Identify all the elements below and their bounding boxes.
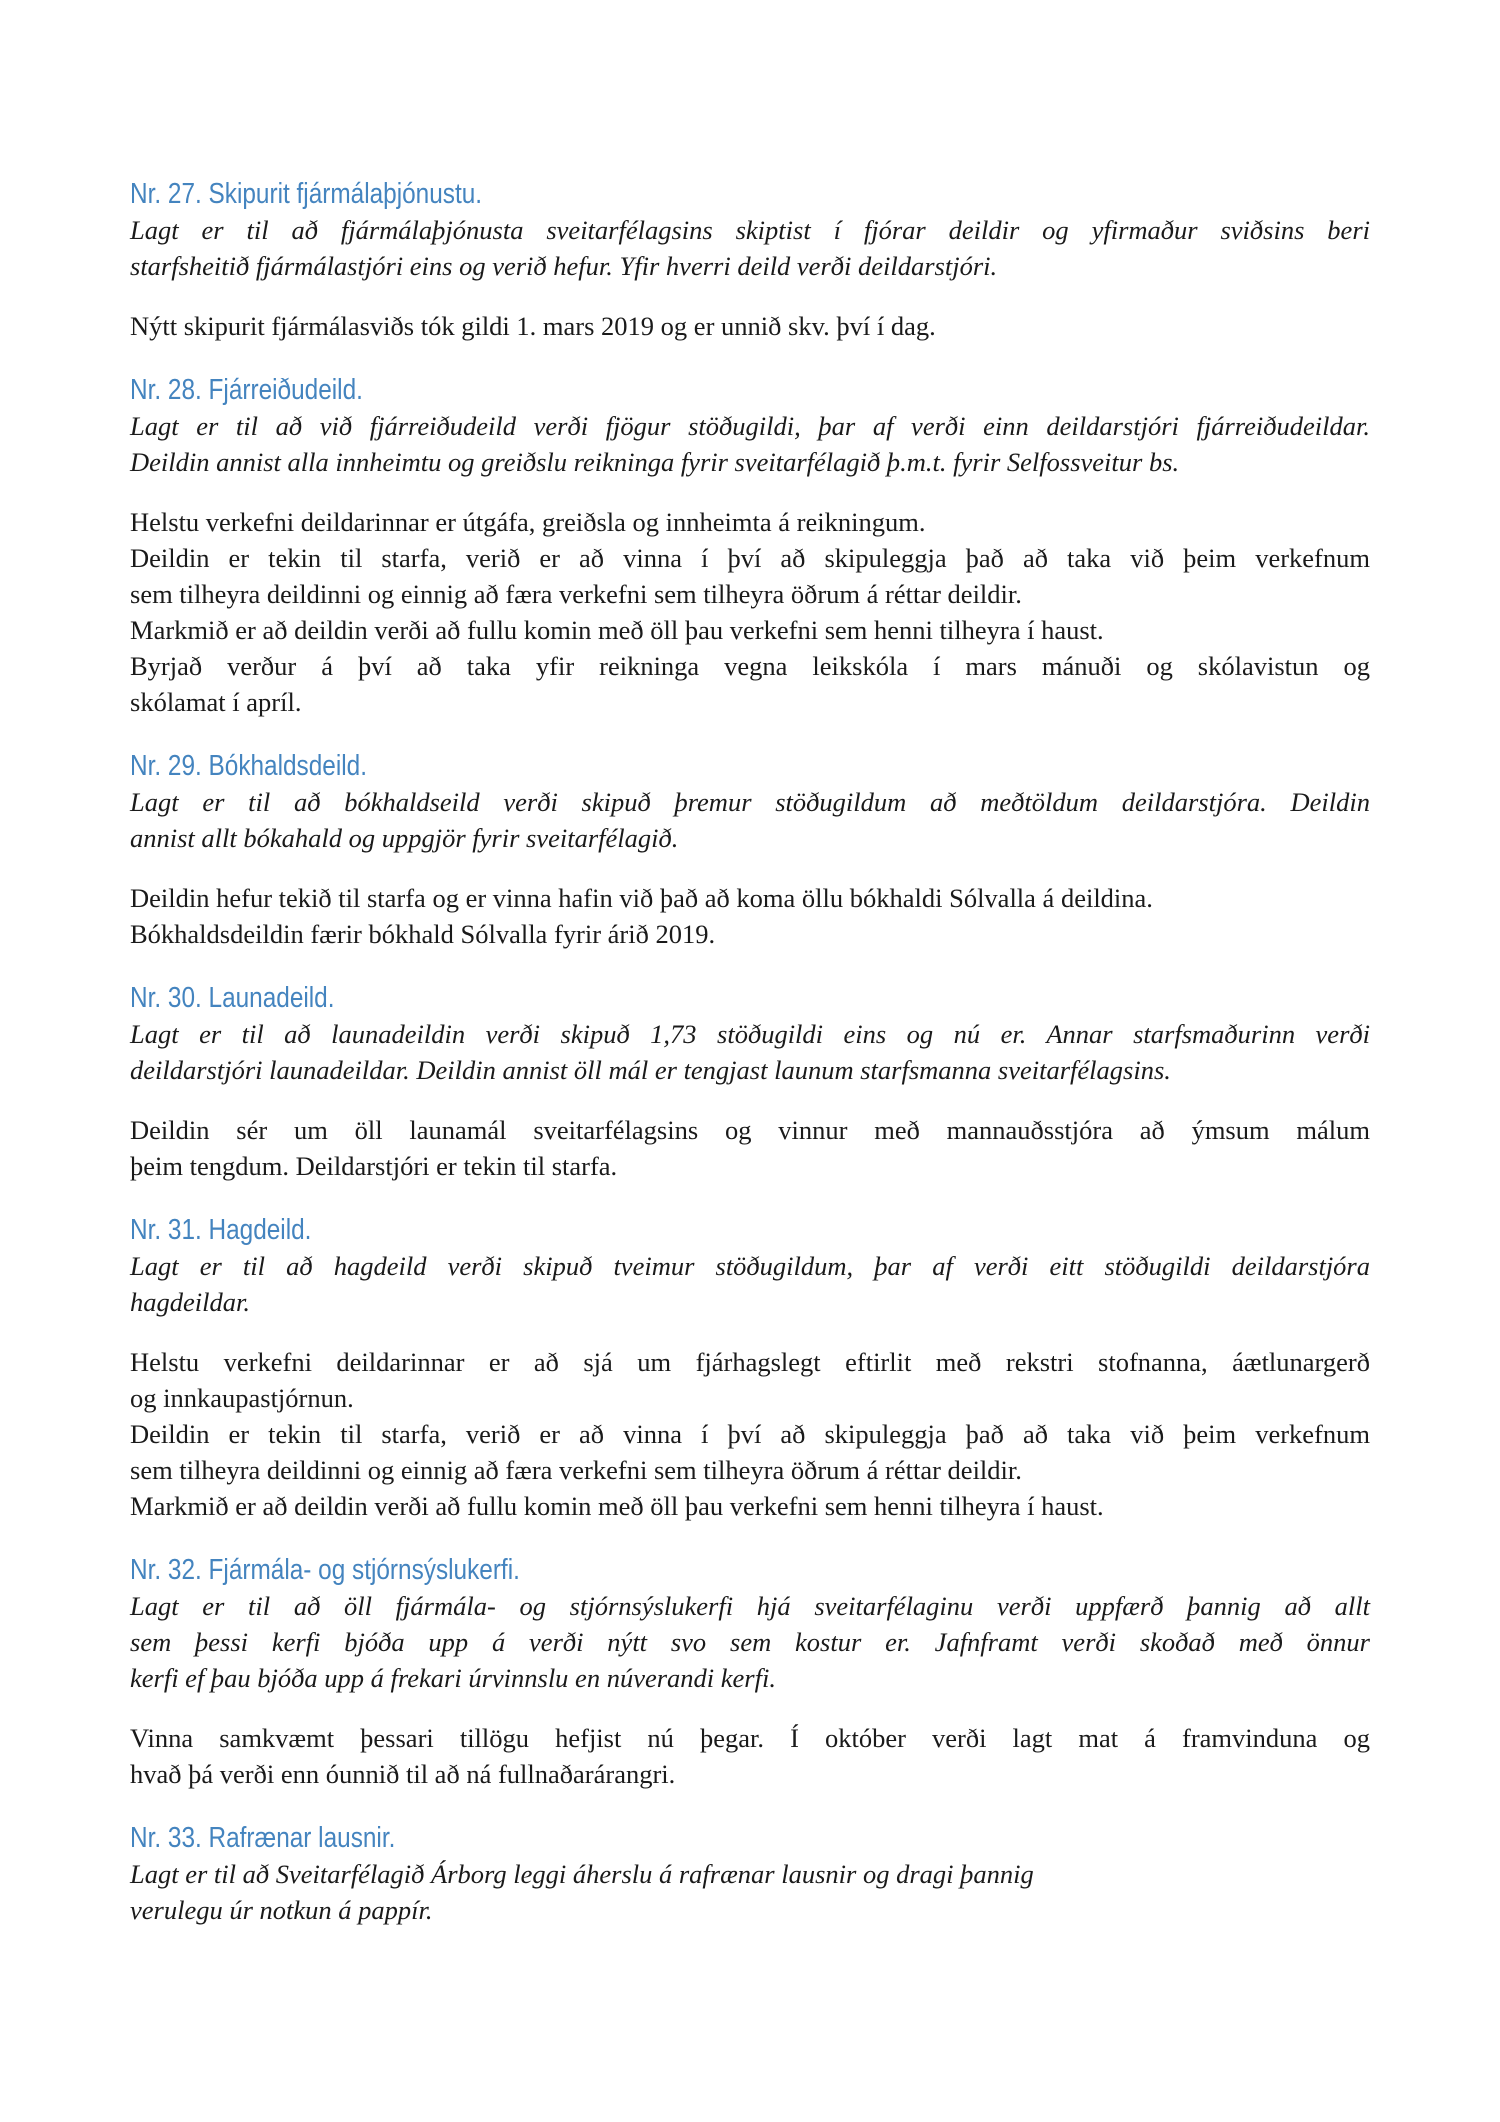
section-lead [130,212,1370,284]
paragraph-line: skólamat í apríl. [130,687,302,717]
section-heading-text: Nr. 27. Skipurit fjármálaþjónustu. [130,178,483,210]
lead-line: starfsheitið fjármálastjóri eins og verið hefur. Yfir hverri deild verði deildarstjóri. [130,251,998,281]
section-heading-text: Nr. 29. Bókhaldsdeild. [130,750,367,782]
paragraph-line: Bókhaldsdeildin færir bókhald Sólvalla fyrir árið 2019. [130,919,716,949]
document-section [130,1552,1370,1792]
section-lead [130,1016,1370,1088]
section-heading-text: Nr. 30. Launadeild. [130,982,335,1014]
lead-line: annist allt bókahald og uppgjör fyrir sveitarfélagið. [130,823,679,853]
document-section [130,1820,1370,1928]
section-heading [130,1212,1370,1248]
section-heading [130,176,1370,212]
paragraph-line: Deildin er tekin til starfa, verið er að vinna í því að skipuleggja það að taka við þeim verkefnum [130,543,1370,573]
lead-line: Deildin annist alla innheimtu og greiðslu reikninga fyrir sveitarfélagið þ.m.t. fyrir Selfossveitur bs. [130,447,1180,477]
lead-line: kerfi ef þau bjóða upp á frekari úrvinnslu en núverandi kerfi. [130,1663,776,1693]
paragraph-line: Deildin hefur tekið til starfa og er vinna hafin við það að koma öllu bókhaldi Sólvalla á deildina. [130,883,1153,913]
section-heading [130,748,1370,784]
lead-line: sem þessi kerfi bjóða upp á verði nýtt svo sem kostur er. Jafnframt verði skoðað með önnur [130,1627,1370,1657]
section-lead [130,1588,1370,1696]
body-paragraph [130,308,1370,344]
lead-line: hagdeildar. [130,1287,250,1317]
section-heading-text: Nr. 31. Hagdeild. [130,1214,312,1246]
lead-line: Lagt er til að Sveitarfélagið Árborg leggi áherslu á rafrænar lausnir og dragi þannig [130,1859,1034,1889]
section-lead [130,784,1370,856]
section-heading-text: Nr. 33. Rafrænar lausnir. [130,1822,396,1854]
lead-line: Lagt er til að hagdeild verði skipuð tveimur stöðugildum, þar af verði eitt stöðugildi deildarstjóra [130,1251,1370,1281]
section-heading [130,1552,1370,1588]
body-paragraph [130,880,1370,952]
paragraph-line: Helstu verkefni deildarinnar er útgáfa, greiðsla og innheimta á reikningum. [130,507,926,537]
lead-line: verulegu úr notkun á pappír. [130,1895,433,1925]
lead-line: Lagt er til að bókhaldseild verði skipuð þremur stöðugildum að meðtöldum deildarstjóra. Deildin [130,787,1370,817]
paragraph-line: Deildin er tekin til starfa, verið er að vinna í því að skipuleggja það að taka við þeim verkefnum [130,1419,1370,1449]
document-section [130,1212,1370,1524]
document-section [130,748,1370,952]
body-paragraph [130,1344,1370,1524]
body-paragraph [130,504,1370,720]
section-heading [130,372,1370,408]
section-heading [130,980,1370,1016]
paragraph-line: Vinna samkvæmt þessari tillögu hefjist nú þegar. Í október verði lagt mat á framvinduna og [130,1723,1370,1753]
section-lead [130,1856,1370,1928]
body-paragraph [130,1720,1370,1792]
document-section [130,980,1370,1184]
document-section [130,176,1370,344]
paragraph-line: Nýtt skipurit fjármálasviðs tók gildi 1. mars 2019 og er unnið skv. því í dag. [130,311,936,341]
paragraph-line: sem tilheyra deildinni og einnig að færa verkefni sem tilheyra öðrum á réttar deildir. [130,1455,1022,1485]
paragraph-line: Markmið er að deildin verði að fullu komin með öll þau verkefni sem henni tilheyra í haust. [130,615,1104,645]
section-lead [130,1248,1370,1320]
paragraph-line: og innkaupastjórnun. [130,1383,354,1413]
lead-line: Lagt er til að við fjárreiðudeild verði fjögur stöðugildi, þar af verði einn deildarstjóri fjárreiðudeildar. [130,411,1370,441]
lead-line: Lagt er til að öll fjármála- og stjórnsýslukerfi hjá sveitarfélaginu verði uppfærð þannig að allt [130,1591,1370,1621]
lead-line: Lagt er til að launadeildin verði skipuð 1,73 stöðugildi eins og nú er. Annar starfsmaðurinn verði [130,1019,1370,1049]
paragraph-line: Deildin sér um öll launamál sveitarfélagsins og vinnur með mannauðsstjóra að ýmsum málum [130,1115,1370,1145]
section-heading [130,1820,1370,1856]
paragraph-line: sem tilheyra deildinni og einnig að færa verkefni sem tilheyra öðrum á réttar deildir. [130,579,1022,609]
section-heading-text: Nr. 28. Fjárreiðudeild. [130,374,363,406]
paragraph-line: Byrjað verður á því að taka yfir reikninga vegna leikskóla í mars mánuði og skólavistun og [130,651,1370,681]
paragraph-line: Markmið er að deildin verði að fullu komin með öll þau verkefni sem henni tilheyra í haust. [130,1491,1104,1521]
paragraph-line: Helstu verkefni deildarinnar er að sjá um fjárhagslegt eftirlit með rekstri stofnanna, áætlunargerð [130,1347,1370,1377]
lead-line: Lagt er til að fjármálaþjónusta sveitarfélagsins skiptist í fjórar deildir og yfirmaður sviðsins beri [130,215,1370,245]
paragraph-line: þeim tengdum. Deildarstjóri er tekin til starfa. [130,1151,618,1181]
paragraph-line: hvað þá verði enn óunnið til að ná fullnaðarárangri. [130,1759,676,1789]
lead-line: deildarstjóri launadeildar. Deildin annist öll mál er tengjast launum starfsmanna sveitarfélagsins. [130,1055,1171,1085]
document-section [130,372,1370,720]
body-paragraph [130,1112,1370,1184]
section-heading-text: Nr. 32. Fjármála- og stjórnsýslukerfi. [130,1554,520,1586]
section-lead [130,408,1370,480]
